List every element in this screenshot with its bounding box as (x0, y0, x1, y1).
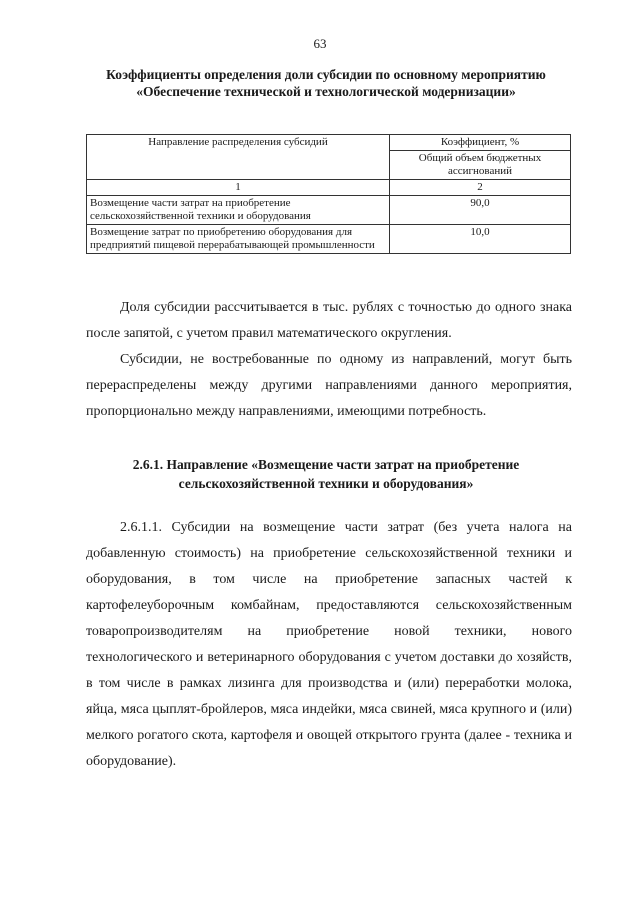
paragraph-subsidies: 2.6.1.1. Субсидии на возмещение части затрат (без учета налога на добавленную стоимость) на приобретение сельскохозяйственной техники и оборудования, в том числе на приобретение запасных частей к картофелеуборочным комбайнам, предоставляются сельскохозяйственным товаропроизводителям на приобретение новой техники, нового технологического и ветеринарного оборудования с учетом доставки до хозяйств, в том числе в рамках лизинга для производства и (или) переработки молока, яйца, мяса цыплят-бройлеров, мяса индейки, мяса свиней, мяса крупного и (или) мелкого рогатого скота, картофеля и овощей открытого грунта (далее - техника и оборудование). (86, 520, 572, 769)
table-number-row (87, 180, 571, 196)
page-number: 63 (313, 36, 327, 51)
document-title: Коэффициенты определения доли субсидии по основному мероприятию «Обеспечение технической и технологической модернизации» (106, 67, 546, 99)
row-value: 90,0 (390, 196, 571, 225)
paragraph-redistribution: Субсидии, не востребованные по одному из направлений, могут быть перераспределены между другими направлениями данного мероприятия, пропорционально между направлениями, имеющими потребность. (86, 352, 572, 419)
table-row (87, 196, 571, 225)
col1-header: Направление распределения субсидий (87, 135, 390, 180)
row-direction: Возмещение затрат по приобретению оборудования для предприятий пищевой перерабатывающей промышленности (87, 225, 390, 254)
row-value: 10,0 (390, 225, 571, 254)
col2-header: Коэффициент, % (390, 135, 571, 151)
col1-number: 1 (87, 180, 390, 196)
table-header-row (87, 135, 571, 151)
section-heading: 2.6.1. Направление «Возмещение части затрат на приобретение сельскохозяйственной техники и оборудования» (132, 457, 520, 491)
paragraph-rounding: Доля субсидии рассчитывается в тыс. рублях с точностью до одного знака после запятой, с учетом правил математического округления. (86, 300, 572, 341)
col2-subheader: Общий объем бюджетных ассигнований (390, 151, 571, 180)
row-direction: Возмещение части затрат на приобретение сельскохозяйственной техники и оборудования (87, 196, 390, 225)
table-row (87, 225, 571, 254)
coefficient-table (86, 134, 571, 254)
col2-number: 2 (390, 180, 571, 196)
